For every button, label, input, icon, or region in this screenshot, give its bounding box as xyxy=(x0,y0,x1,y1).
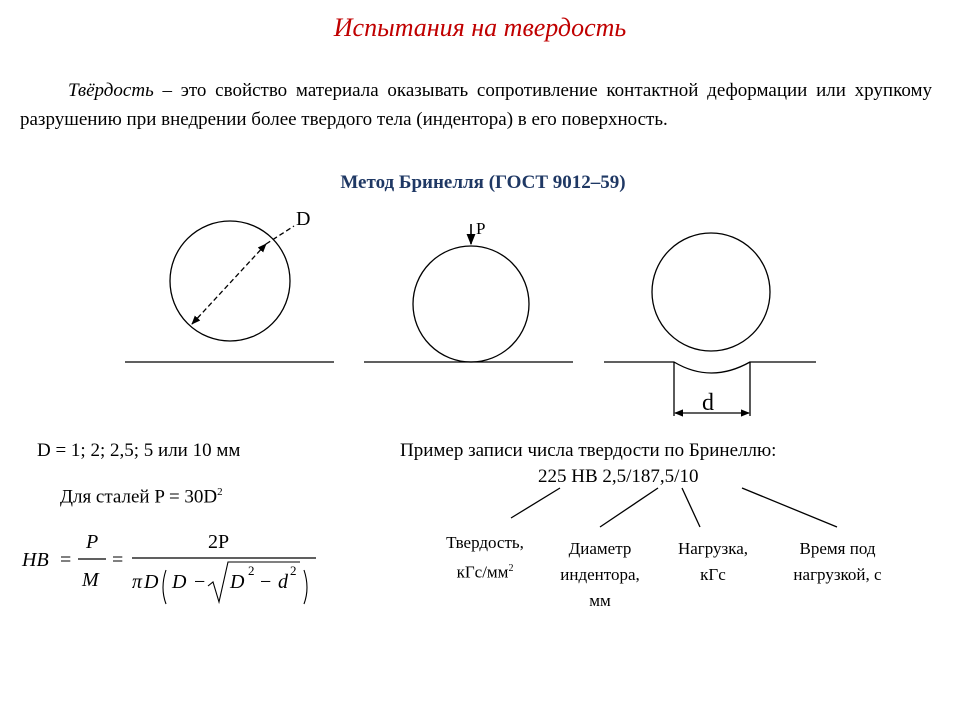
formula-D3: D xyxy=(230,571,245,593)
formula-exp-2: 2 xyxy=(290,563,297,578)
caption-diameter-line2: индентора, xyxy=(560,565,640,584)
caption-hardness-line2 xyxy=(425,556,545,586)
label-d: d xyxy=(702,390,714,416)
formula-D1: D xyxy=(144,571,159,593)
diameter-arrow xyxy=(192,244,266,324)
formula-frac1-num: P xyxy=(86,531,99,553)
label-P: P xyxy=(476,219,486,238)
surface-with-imprint xyxy=(604,362,816,373)
example-value: 225 HB 2,5/187,5/10 xyxy=(538,466,699,487)
caption-time-line2: нагрузкой, с xyxy=(793,565,882,584)
definition-term: Твёрдость xyxy=(68,80,154,101)
steel-load-rule-exp: 2 xyxy=(217,486,223,498)
formula-D2: D xyxy=(172,571,187,593)
indenter-ball-1 xyxy=(170,221,290,341)
caption-diameter-line3: мм xyxy=(589,591,611,610)
steel-load-rule xyxy=(60,486,223,508)
stage-ball-free xyxy=(125,208,334,362)
formula-exp-1: 2 xyxy=(248,563,255,578)
stage-imprint xyxy=(604,233,816,416)
callout-lines xyxy=(511,488,837,527)
callout-diameter xyxy=(600,488,658,527)
formula-lhs: HB xyxy=(22,549,49,571)
hb-formula xyxy=(21,531,316,604)
label-D: D xyxy=(296,208,311,230)
steel-load-rule-text: Для сталей P = 30D xyxy=(60,486,218,508)
stage-ball-loaded xyxy=(364,219,573,362)
formula-paren-right xyxy=(304,570,307,604)
definition-text: – это свойство материала оказывать сопротивление контактной деформации или хрупкому разрушению при внедрении более твердого тела (индентора) в его поверхность. xyxy=(20,80,932,130)
caption-time xyxy=(770,536,905,588)
callout-time xyxy=(742,488,837,527)
method-title: Метод Бринелля (ГОСТ 9012–59) xyxy=(340,172,626,193)
formula-pi: π xyxy=(132,571,143,593)
page-title: Испытания на твердость xyxy=(333,13,627,42)
caption-time-line1: Время под xyxy=(799,539,876,558)
formula-minus-2: − xyxy=(260,571,272,593)
formula-equals-1: = xyxy=(60,549,72,571)
diameter-leader xyxy=(266,226,294,244)
caption-load-line2: кГс xyxy=(700,565,726,584)
caption-hardness-unit: кГс/мм xyxy=(456,562,509,582)
caption-diameter-line1: Диаметр xyxy=(568,539,632,558)
indenter-ball-2 xyxy=(413,246,529,362)
callout-load xyxy=(682,488,700,527)
formula-equals-2: = xyxy=(112,549,124,571)
indenter-ball-3 xyxy=(652,233,770,351)
formula-frac1-den: M xyxy=(82,569,99,591)
formula-frac2-num: 2P xyxy=(208,531,230,553)
formula-paren-left xyxy=(163,570,166,604)
formula-minus-1: − xyxy=(194,571,206,593)
caption-load xyxy=(653,536,773,588)
caption-hardness-line1: Твердость, xyxy=(446,533,524,552)
caption-diameter xyxy=(540,536,660,614)
formula-d: d xyxy=(278,571,288,593)
caption-hardness-exp: 2 xyxy=(508,563,514,574)
caption-hardness xyxy=(425,530,545,586)
callout-hardness xyxy=(511,488,560,518)
indenter-diameters: D = 1; 2; 2,5; 5 или 10 мм xyxy=(37,440,241,461)
caption-load-line1: Нагрузка, xyxy=(677,539,749,558)
example-heading: Пример записи числа твердости по Бринеллю: xyxy=(400,440,777,461)
